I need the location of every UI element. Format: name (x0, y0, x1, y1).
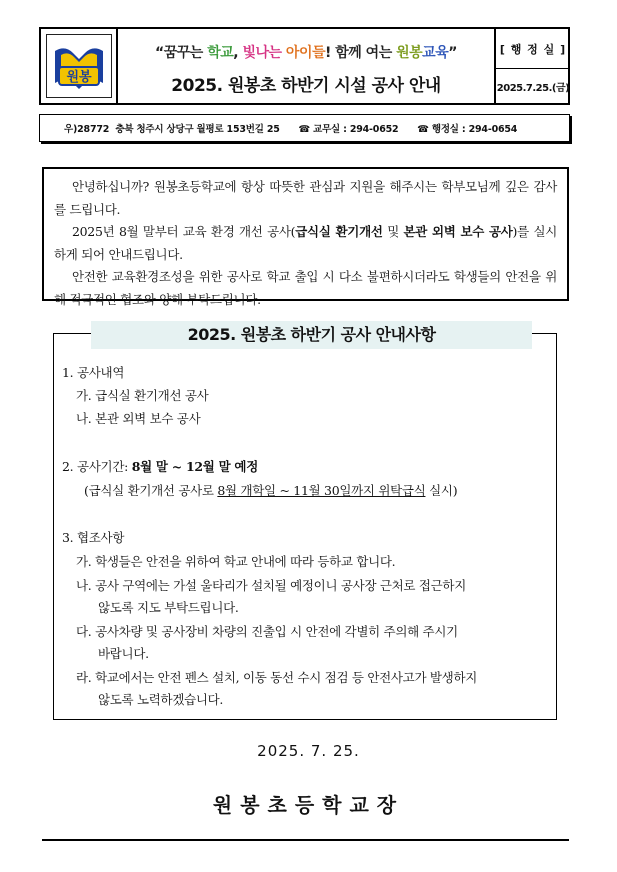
list-item: 가. 학생들은 안전을 위하여 학교 안내에 따라 등하교 합니다. (76, 554, 396, 569)
note-text: (급식실 환기개선 공사로 (84, 483, 218, 498)
school-logo-cell (41, 29, 118, 103)
list-item: 나. 본관 외벽 보수 공사 (76, 411, 201, 426)
document-header (39, 27, 570, 105)
note-text: 실시) (425, 483, 458, 498)
section-heading: 3. 협조사항 (62, 530, 125, 545)
greeting-paragraph (54, 221, 557, 266)
section-heading-text: 2. 공사기간: (62, 459, 132, 474)
slogan-part: 아이들 (285, 45, 325, 61)
slogan-part: ! 함께 여는 (325, 45, 397, 61)
school-logo (46, 34, 112, 98)
slogan-part: 원봉 (396, 45, 423, 61)
greeting-box (42, 167, 569, 307)
logo-text: 원봉 (65, 70, 92, 85)
spacer (280, 123, 299, 134)
teachers-office-phone: ☎ 교무실 : 294-0652 (298, 124, 399, 135)
title-cell (118, 29, 496, 103)
bottom-divider (42, 839, 569, 841)
spacer (398, 123, 417, 134)
construction-period: 8월 말 ~ 12월 말 예정 (131, 459, 258, 474)
school-logo-icon (51, 39, 107, 93)
list-item-continued: 않도록 지도 부탁드립니다. (98, 600, 239, 615)
section-heading (62, 457, 258, 475)
slogan-part: “꿈꾸는 (155, 45, 208, 61)
slogan-part: , (233, 45, 243, 61)
signature-date: 2025. 7. 25. (257, 742, 360, 760)
list-item-continued: 바랍니다. (98, 646, 149, 661)
greeting-text: )를 실시하게 되어 안내드립니다. (54, 224, 558, 262)
slogan-part: 교육 (422, 45, 449, 61)
greeting-bold-text: 본관 외벽 보수 공사 (403, 224, 513, 239)
list-item: 라. 학교에서는 안전 펜스 설치, 이동 동선 수시 점검 등 안전사고가 발생하지 (76, 670, 478, 685)
list-item: 나. 공사 구역에는 가설 울타리가 설치될 예정이니 공사장 근처로 접근하지 (76, 578, 466, 593)
department-cell (496, 29, 570, 103)
notice-box (53, 325, 557, 720)
school-address: 우)28772 충북 청주시 상당구 월평로 153번길 25 (64, 124, 280, 135)
list-item: 다. 공사차량 및 공사장비 차량의 진출입 시 안전에 각별히 주의해 주시기 (76, 624, 458, 639)
list-item-continued: 않도록 노력하겠습니다. (98, 692, 224, 707)
document-title: 2025. 원봉초 하반기 시설 공사 안내 (171, 76, 441, 96)
greeting-paragraph: 안녕하십니까? 원봉초등학교에 항상 따뜻한 관심과 지원을 해주시는 학부모님께 깊은 감사를 드립니다. (54, 179, 557, 217)
header-date: 2025.7.25.(금) (496, 83, 570, 94)
period-note (84, 481, 457, 499)
consignment-meal-period: 8월 개학일 ~ 11월 30일까지 위탁급식 (217, 483, 426, 498)
slogan-part: ” (448, 45, 457, 61)
greeting-text: 및 (382, 224, 404, 239)
slogan-part: 학교 (207, 45, 234, 61)
greeting-paragraph: 안전한 교육환경조성을 위한 공사로 학교 출입 시 다소 불편하시더라도 학생들의 안전을 위해 적극적인 협조와 양해 부탁드립니다. (54, 269, 557, 307)
department-label: [ 행 정 실 ] (496, 29, 570, 69)
slogan-part: 빛나는 (242, 45, 286, 61)
admin-office-phone: ☎ 행정실 : 294-0654 (417, 124, 518, 135)
section-heading: 1. 공사내역 (62, 365, 125, 380)
signer-name: 원봉초등학교장 (212, 793, 405, 817)
greeting-bold-text: 급식실 환기개선 (295, 224, 383, 239)
list-item: 가. 급식실 환기개선 공사 (76, 388, 209, 403)
contact-bar (39, 114, 570, 142)
greeting-text: 2025년 8월 말부터 교육 환경 개선 공사( (72, 224, 296, 239)
notice-title: 2025. 원봉초 하반기 공사 안내사항 (91, 321, 532, 349)
school-slogan (118, 42, 494, 62)
